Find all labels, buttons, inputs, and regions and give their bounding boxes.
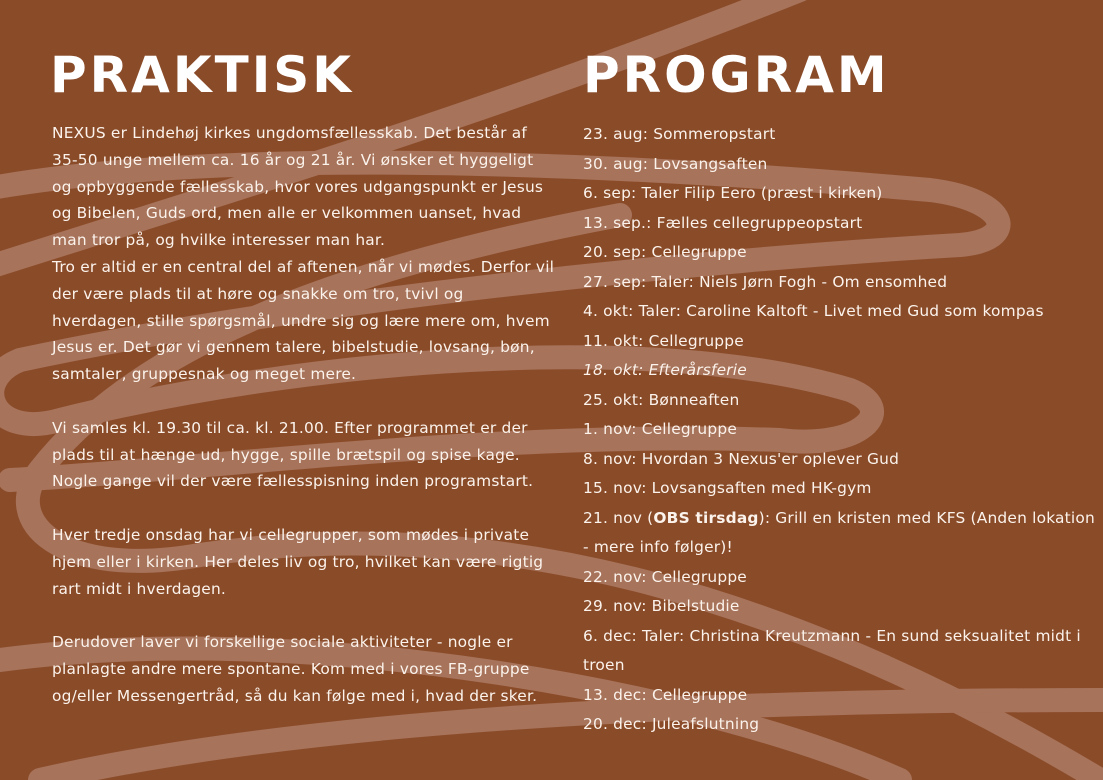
program-item: 25. okt: Bønneaften <box>583 390 740 409</box>
program-list <box>583 120 1098 740</box>
program-heading: PROGRAM <box>583 46 890 104</box>
program-item: 8. nov: Hvordan 3 Nexus'er oplever Gud <box>583 449 900 468</box>
program-item: 1. nov: Cellegruppe <box>583 420 737 438</box>
praktisk-paragraph-4: Hver tredje onsdag har vi cellegrupper, som mødes i private hjem eller i kirken. Her deles liv og tro, hvilket kan være rigtig rart midt i hverdagen. <box>52 525 544 598</box>
program-item: 23. aug: Sommeropstart <box>583 125 776 143</box>
program-item: 15. nov: Lovsangsaften med HK-gym <box>583 479 872 497</box>
praktisk-paragraph-2: Tro er altid er en central del af aftenen, når vi mødes. Derfor vil der være plads til at høre og snakke om tro, tvivl og hverdagen, stille spørgsmål, undre sig og lære mere om, hvem Jesus er. Det gør vi gennem talere, bibelstudie, lovsang, bøn, samtaler, gruppesnak og meget mere. <box>52 257 555 384</box>
program-item: 30. aug: Lovsangsaften <box>583 154 768 173</box>
praktisk-paragraph-3: Vi samles kl. 19.30 til ca. kl. 21.00. Efter programmet er der plads til at hænge ud, hygge, spille brætspil og spise kage. Nogle gange vil der være fællesspisning inden programstart. <box>52 418 534 491</box>
obs-tirsdag-label: OBS tirsdag <box>653 508 759 527</box>
program-item: 6. dec: Taler: Christina Kreutzmann - En sund seksualitet midt i troen <box>583 626 1081 674</box>
program-list-container <box>583 120 1098 740</box>
praktisk-paragraph-1: NEXUS er Lindehøj kirkes ungdomsfællesskab. Det består af 35-50 unge mellem ca. 16 år og 21 år. Vi ønsker et hyggeligt og opbyggende fællesskab, hvor vores udgangspunkt er Jesus og Bibelen, Guds ord, men alle er velkommen uanset, hvad man tror på, og hvilke interesser man har. <box>52 124 544 250</box>
program-item: 27. sep: Taler: Niels Jørn Fogh - Om ensomhed <box>583 272 948 291</box>
program-item-21-nov-prefix: 21. nov ( <box>583 508 654 527</box>
praktisk-text <box>52 120 557 710</box>
program-item: 29. nov: Bibelstudie <box>583 597 740 615</box>
program-item: 20. dec: Juleafslutning <box>583 715 760 733</box>
paragraph-spacer <box>52 602 557 629</box>
paragraph-spacer <box>52 388 557 415</box>
program-item: 20. sep: Cellegruppe <box>583 243 747 261</box>
program-item: 6. sep: Taler Filip Eero (præst i kirken) <box>583 184 883 202</box>
paragraph-spacer <box>52 495 557 522</box>
program-item-21-nov <box>583 504 1098 563</box>
program-item-21-nov-suffix: ): Grill en kristen med KFS (Anden lokation - mere info følger)! <box>583 508 1095 556</box>
praktisk-heading: PRAKTISK <box>50 46 355 104</box>
program-item: 22. nov: Cellegruppe <box>583 567 747 586</box>
praktisk-paragraph-5: Derudover laver vi forskellige sociale aktiviteter - nogle er planlagte andre mere spontane. Kom med i vores FB-gruppe og/eller Messengertråd, så du kan følge med i, hvad der sker. <box>52 633 538 705</box>
program-item: 4. okt: Taler: Caroline Kaltoft - Livet med Gud som kompas <box>583 302 1044 320</box>
program-item: 11. okt: Cellegruppe <box>583 331 744 350</box>
program-item: 13. dec: Cellegruppe <box>583 685 748 704</box>
program-item: 13. sep.: Fælles cellegruppeopstart <box>583 213 863 232</box>
program-item-holiday: 18. okt: Efterårsferie <box>583 361 747 379</box>
